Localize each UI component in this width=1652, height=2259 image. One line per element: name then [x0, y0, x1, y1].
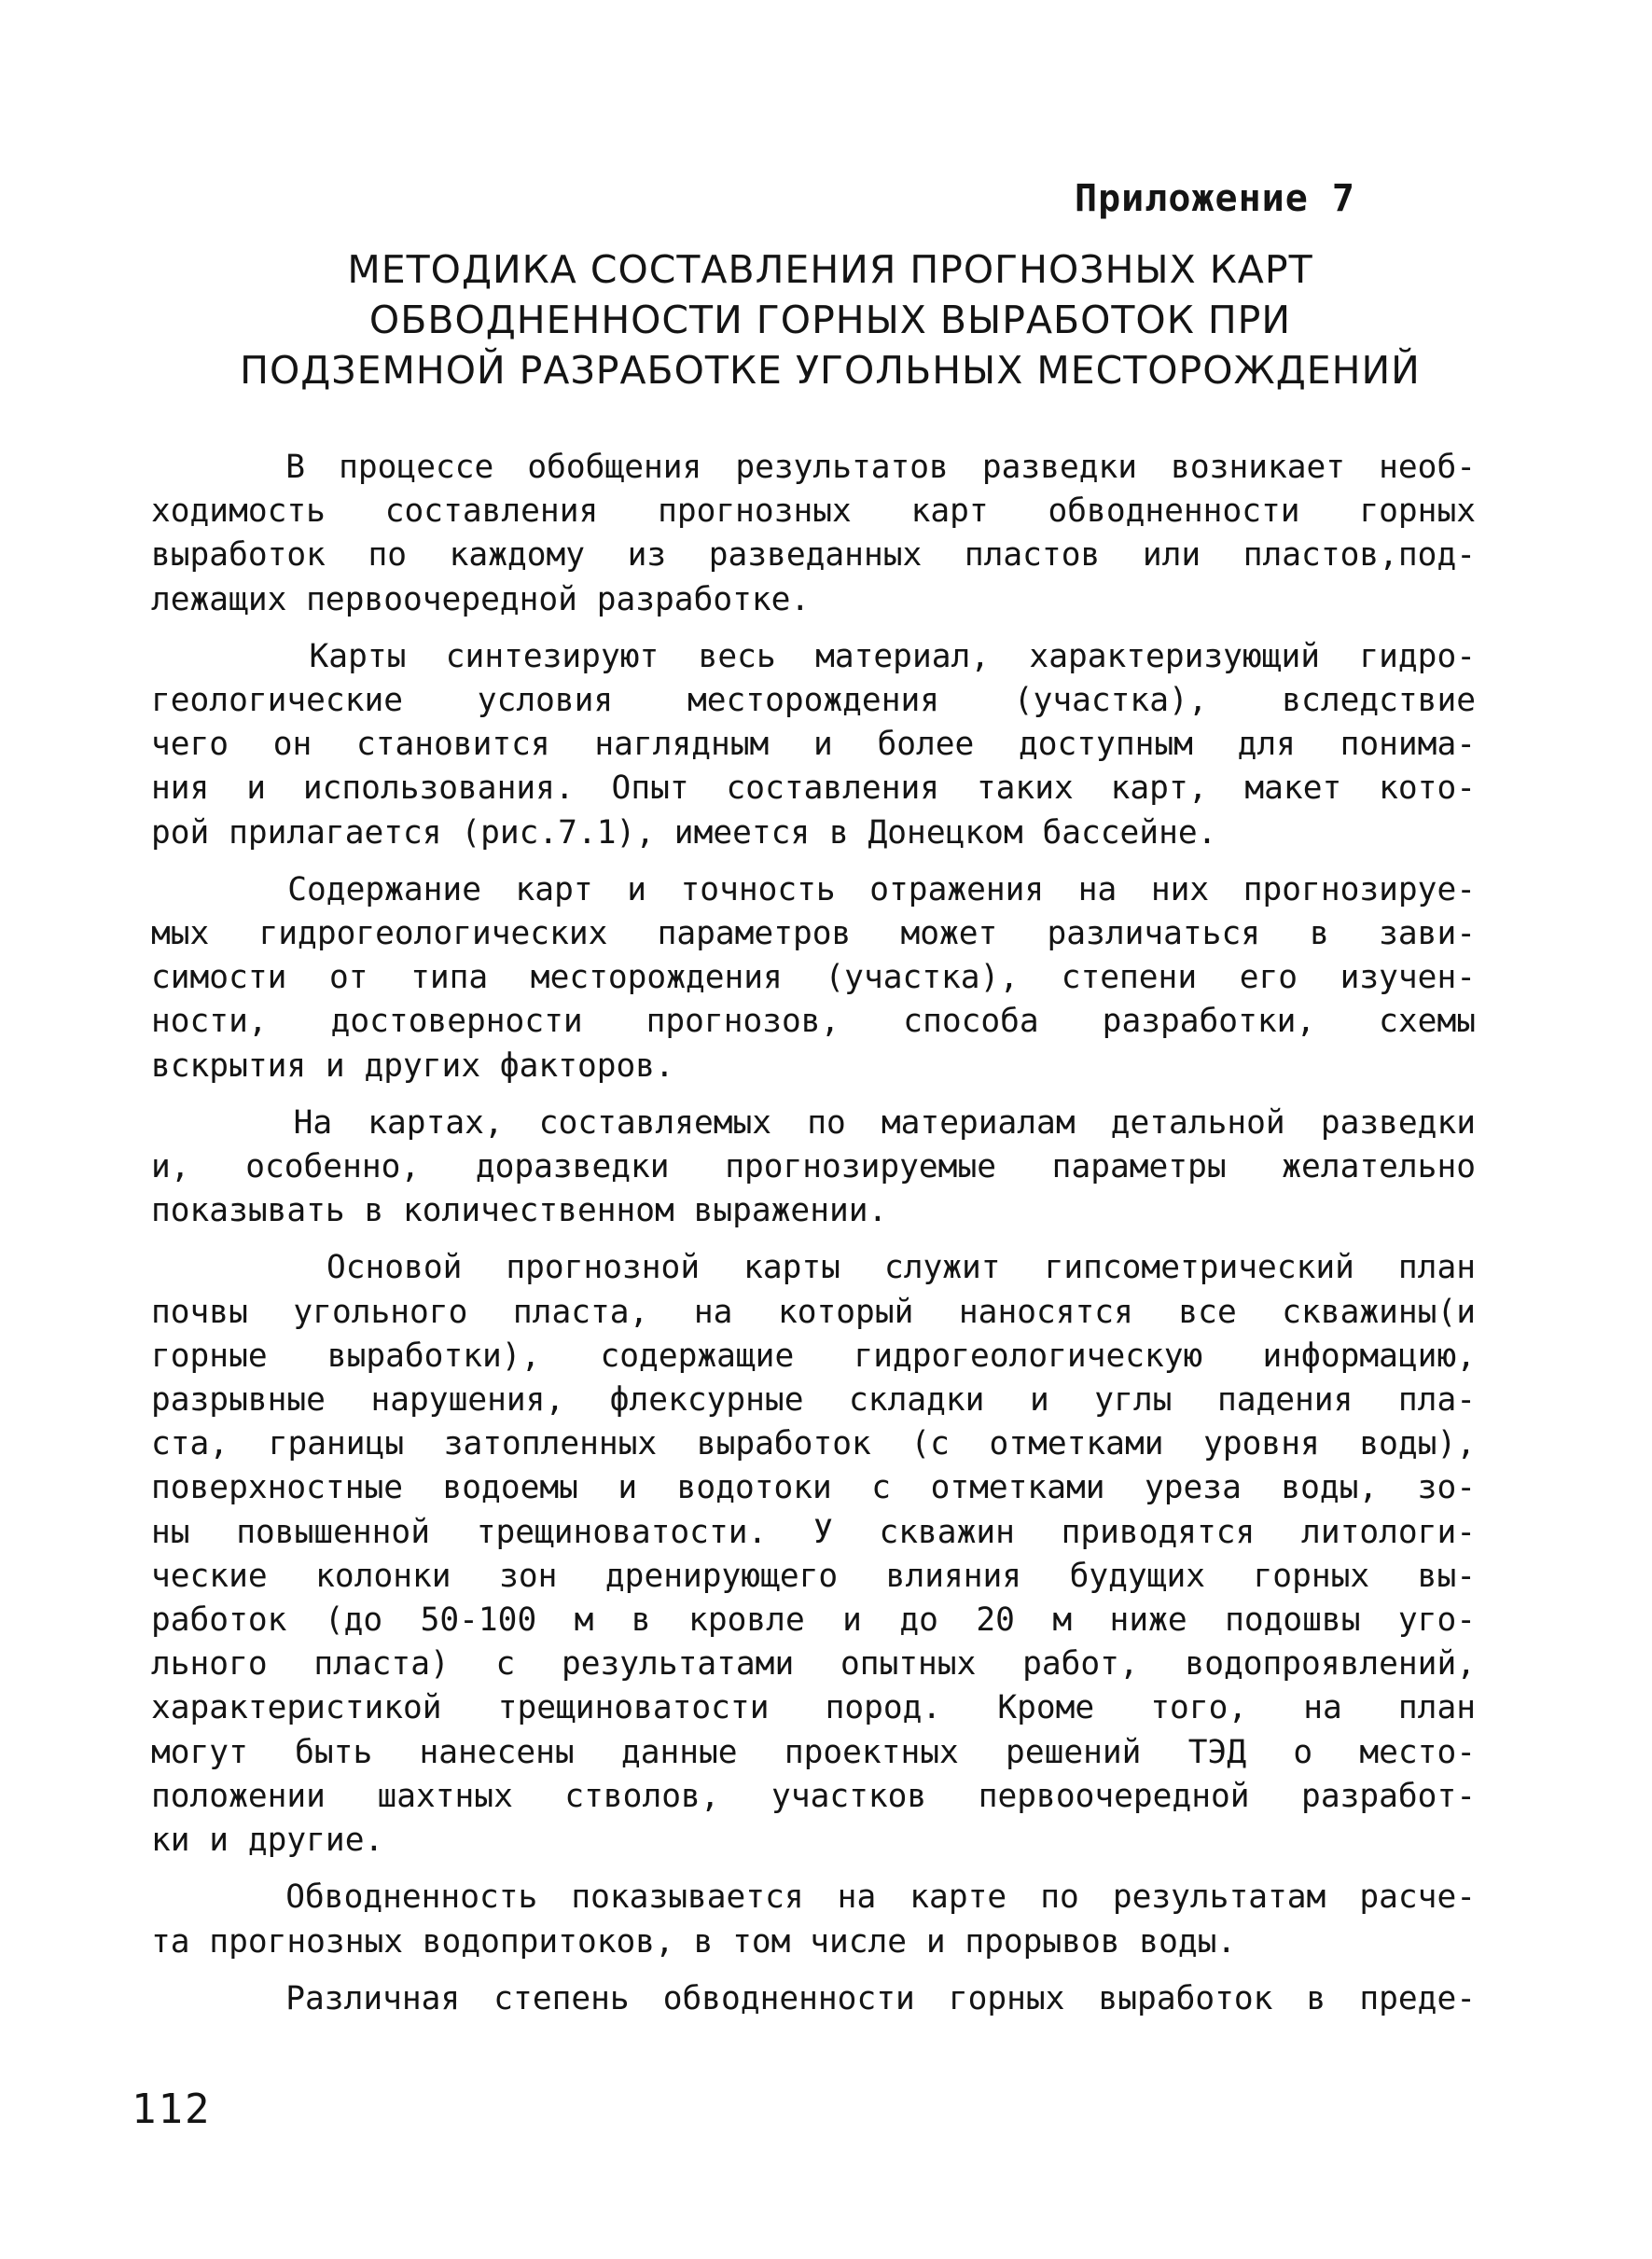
paragraph [151, 868, 1476, 1088]
paragraph [151, 446, 1476, 622]
text-line: льного пласта) с результатами опытных работ, водопроявлений, [151, 1645, 1476, 1684]
paragraph [151, 1246, 1476, 1863]
text-line: могут быть нанесены данные проектных решений ТЭД о место- [151, 1733, 1476, 1771]
document-title [168, 244, 1492, 395]
paragraph [151, 1876, 1476, 1963]
text-line: работок (до 50-100 м в кровле и до 20 м ниже подошвы уго- [151, 1601, 1476, 1640]
text-line: ста, границы затопленных выработок (с отметками уровня воды), [151, 1425, 1476, 1463]
appendix-label: Приложение 7 [1075, 177, 1355, 220]
text-line: разрывные нарушения, флексурные складки и углы падения пла- [151, 1381, 1476, 1420]
text-line: Обводненность показывается на карте по результатам расче- [151, 1878, 1476, 1917]
paragraph [151, 635, 1476, 855]
paragraph [151, 1102, 1476, 1234]
text-line: лежащих первоочередной разработке. [151, 580, 811, 618]
text-line: ки и другие. [151, 1822, 384, 1860]
page-number: 112 [132, 2086, 212, 2133]
text-line: ходимость составления прогнозных карт обводненности горных [151, 492, 1476, 531]
text-line: ния и использования. Опыт составления таких карт, макет кото- [151, 769, 1476, 808]
text-line: та прогнозных водопритоков, в том числе и прорывов воды. [151, 1922, 1237, 1961]
text-line: чего он становится наглядным и более доступным для понима- [151, 726, 1476, 764]
paragraph [151, 1977, 1476, 2021]
title-line: ПОДЗЕМНОЙ РАЗРАБОТКЕ УГОЛЬНЫХ МЕСТОРОЖДЕНИЙ [240, 348, 1421, 393]
text-line: вскрытия и других факторов. [151, 1046, 674, 1085]
text-line: почвы угольного пласта, на который наносятся все скважины(и [151, 1293, 1476, 1331]
text-line: симости от типа месторождения (участка), степени его изучен- [151, 959, 1476, 997]
text-line: характеристикой трещиноватости пород. Кроме того, на план [151, 1689, 1476, 1727]
text-line: положении шахтных стволов, участков первоочередной разработ- [151, 1777, 1476, 1815]
text-line: ности, достоверности прогнозов, способа разработки, схемы [151, 1003, 1476, 1041]
text-line: На картах, составляемых по материалам детальной разведки [151, 1103, 1476, 1142]
text-line: показывать в количественном выражении. [151, 1192, 888, 1230]
text-line: мых гидрогеологических параметров может различаться в зави- [151, 915, 1476, 953]
text-line: Карты синтезируют весь материал, характеризующий гидро- [151, 637, 1476, 675]
text-line: поверхностные водоемы и водотоки с отметками уреза воды, зо- [151, 1469, 1476, 1507]
body-text [151, 446, 1476, 2021]
text-line: Основой прогнозной карты служит гипсометрический план [151, 1249, 1476, 1287]
text-line: рой прилагается (рис.7.1), имеется в Донецком бассейне. [151, 813, 1217, 852]
title-line: МЕТОДИКА СОСТАВЛЕНИЯ ПРОГНОЗНЫХ КАРТ [347, 247, 1313, 292]
title-line: ОБВОДНЕННОСТИ ГОРНЫХ ВЫРАБОТОК ПРИ [368, 298, 1292, 342]
text-line: ческие колонки зон дренирующего влияния будущих горных вы- [151, 1557, 1476, 1595]
text-line: Различная степень обводненности горных выработок в преде- [151, 1979, 1476, 2017]
text-line: В процессе обобщения результатов разведки возникает необ- [151, 449, 1476, 486]
text-line: ны повышенной трещиноватости. У скважин приводятся литологи- [151, 1513, 1476, 1551]
text-line: выработок по каждому из разведанных пластов или пластов,под- [151, 536, 1476, 575]
text-line: Содержание карт и точность отражения на них прогнозируе- [151, 870, 1476, 908]
text-line: горные выработки), содержащие гидрогеологическую информацию, [151, 1337, 1476, 1375]
text-line: и, особенно, доразведки прогнозируемые параметры желательно [151, 1148, 1476, 1186]
text-line: геологические условия месторождения (участка), вследствие [151, 682, 1476, 720]
